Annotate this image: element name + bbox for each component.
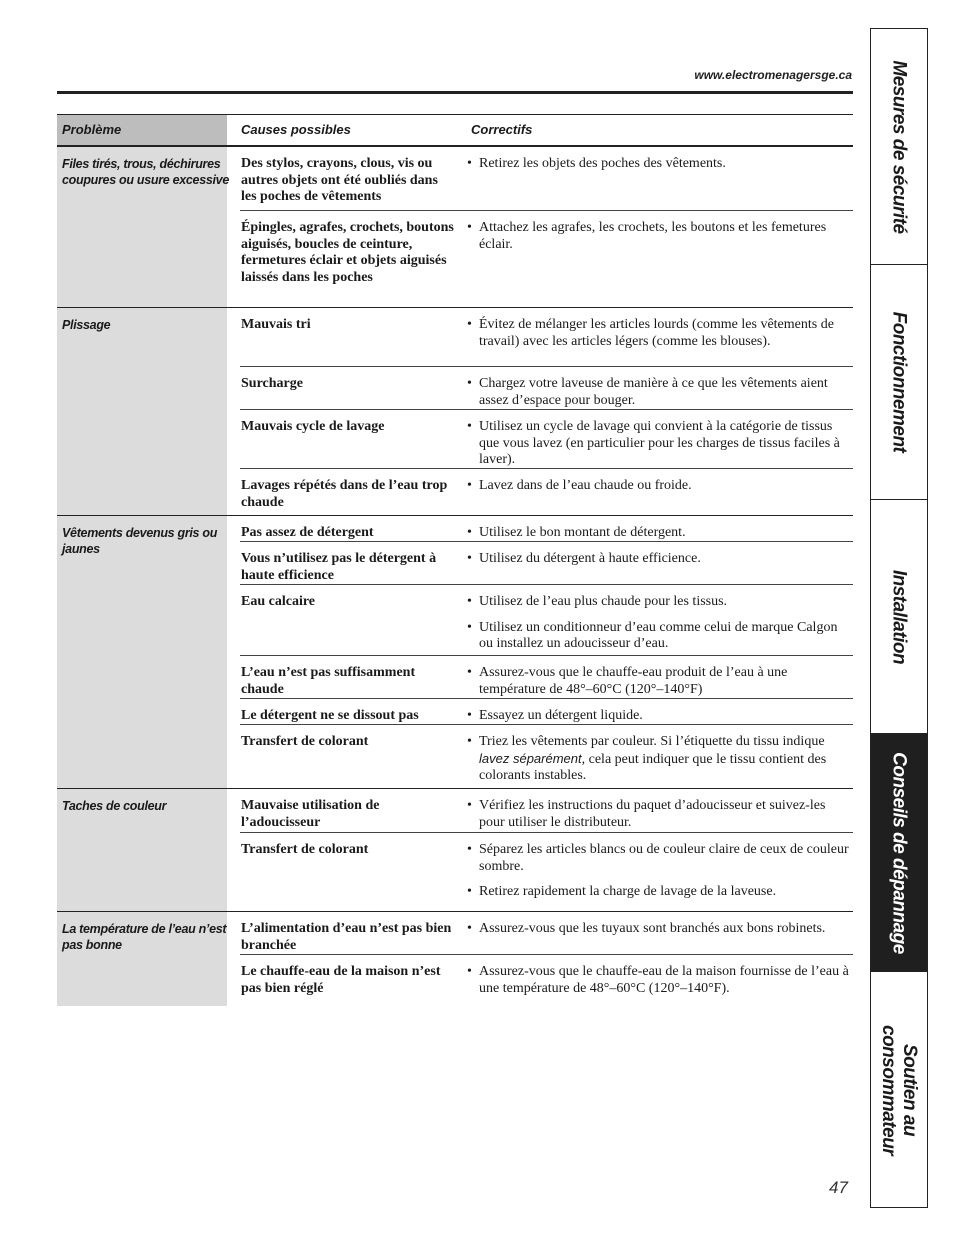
cause-text: Épingles, agrafes, crochets, boutons aiguisés, boucles de ceinture, fermetures éclair et objets aiguisés laissés dans les poches <box>241 220 454 285</box>
fix-list <box>467 833 853 910</box>
table-row <box>240 410 853 469</box>
tab-conseils-de-depannage[interactable] <box>871 734 927 972</box>
problem-group <box>57 789 853 912</box>
fix-item: • Retirez les objets des poches des vêtements. <box>467 156 726 171</box>
fix-item: • Évitez de mélanger les articles lourds (comme les vêtements de travail) avec les articles légers (comme les blouses). <box>467 317 834 349</box>
cause-text: Surcharge <box>241 376 303 391</box>
problem-group <box>57 516 853 789</box>
fix-item: • Utilisez le bon montant de détergent. <box>467 525 686 540</box>
fix-item: • Utilisez un cycle de lavage qui convient à la catégorie de tissus que vous lavez (en particulier pour les charges de tissus faciles à laver). <box>467 419 840 467</box>
table-row <box>240 955 853 1003</box>
cause-text: Le chauffe-eau de la maison n’est pas bien réglé <box>241 964 441 996</box>
tab-label: Mesures de sécurité <box>888 59 910 234</box>
table-row <box>240 789 853 833</box>
tab-label: Conseils de dépannage <box>888 751 910 954</box>
cause-text: Eau calcaire <box>241 594 316 609</box>
table-row <box>240 833 853 911</box>
problem-title: La température de l’eau n’est pas bonne <box>62 922 227 952</box>
cause-text: Mauvaise utilisation de l’adoucisseur <box>241 798 380 830</box>
cause-text: Des stylos, crayons, clous, vis ou autres objets ont été oubliés dans les poches de vêtements <box>241 156 438 204</box>
fix-list <box>467 147 853 182</box>
website-url: www.electromenagersge.ca <box>694 68 852 82</box>
table-row <box>240 308 853 367</box>
tab-fonctionnement[interactable] <box>871 265 927 500</box>
cause-text: Lavages répétés dans de l’eau trop chaude <box>241 478 448 510</box>
cause-text: Transfert de colorant <box>241 734 369 749</box>
fix-item: • Retirez rapidement la charge de lavage de la laveuse. <box>467 884 777 899</box>
fix-list <box>467 308 853 359</box>
fix-list <box>467 955 853 1006</box>
table-row <box>240 656 853 699</box>
fix-item: • Séparez les articles blancs ou de couleur claire de ceux de couleur sombre. <box>467 842 849 874</box>
cause-text: Transfert de colorant <box>241 842 369 857</box>
table-row <box>240 516 853 542</box>
fix-item: • Attachez les agrafes, les crochets, les boutons et les femetures éclair. <box>467 220 827 252</box>
header-causes: Causes possibles <box>241 122 351 137</box>
cause-text: Pas assez de détergent <box>241 525 374 540</box>
header-problem: Problème <box>62 122 122 137</box>
fix-list <box>467 725 853 794</box>
fix-item: • Vérifiez les instructions du paquet d’adoucisseur et suivez-les pour utiliser le distributeur. <box>467 798 826 830</box>
fix-item: • Utilisez du détergent à haute efficience. <box>467 551 701 566</box>
tab-mesures-de-securite[interactable] <box>871 29 927 265</box>
fix-item: • Utilisez un conditionneur d’eau comme celui de marque Calgon ou installez un adoucisseur d’eau. <box>467 619 838 651</box>
cause-text: Mauvais cycle de lavage <box>241 419 385 434</box>
problem-title: Files tirés, trous, déchirures coupures ou usure excessive <box>62 157 229 187</box>
fix-list <box>467 585 853 662</box>
table-row <box>240 147 853 211</box>
table-row <box>240 367 853 410</box>
fix-item: • Chargez votre laveuse de manière à ce que les vêtements aient assez d’espace pour bouger. <box>467 376 828 408</box>
table-row <box>240 912 853 955</box>
problem-group <box>57 308 853 516</box>
section-tabs <box>870 28 928 1208</box>
fix-list <box>467 912 853 947</box>
troubleshooting-table <box>57 114 853 1003</box>
table-row <box>240 469 853 515</box>
fix-list <box>467 542 853 577</box>
fix-list <box>467 469 853 504</box>
fix-item: • Triez les vêtements par couleur. Si l’étiquette du tissu indique lavez séparément, cela peut indiquer que le tissu contient des colorants instables. <box>467 734 827 783</box>
tab-soutien-au-consommateur[interactable] <box>871 972 927 1207</box>
tab-installation[interactable] <box>871 500 927 734</box>
cause-text: Le détergent ne se dissout pas <box>241 708 419 723</box>
problem-title: Plissage <box>62 318 111 332</box>
cause-text: Vous n’utilisez pas le détergent à haute efficience <box>241 551 437 583</box>
emphasis-text: lavez séparément <box>479 750 582 766</box>
tab-label: Installation <box>888 569 910 664</box>
cause-text: Mauvais tri <box>241 317 311 332</box>
header-rule <box>57 91 853 94</box>
problem-group <box>57 147 853 308</box>
problem-group <box>57 912 853 1003</box>
fix-list <box>467 211 853 262</box>
fix-item: • Utilisez de l’eau plus chaude pour les tissus. <box>467 594 728 609</box>
tab-label: Fonctionnement <box>888 311 910 453</box>
fix-list <box>467 410 853 478</box>
table-row <box>240 725 853 788</box>
problem-title: Vêtements devenus gris ou jaunes <box>62 526 218 556</box>
fix-item: • Assurez-vous que le chauffe-eau de la maison fournisse de l’eau à une température de 48°–60°C (120°–140°F). <box>467 964 849 996</box>
cause-text: L’alimentation d’eau n’est pas bien branchée <box>241 921 452 953</box>
fix-item: • Assurez-vous que les tuyaux sont branchés aux bons robinets. <box>467 921 826 936</box>
page-number: 47 <box>829 1178 848 1197</box>
header-fixes: Correctifs <box>471 122 533 137</box>
table-row <box>240 211 853 307</box>
table-row <box>240 699 853 725</box>
table-row <box>240 585 853 656</box>
fix-item: • Lavez dans de l’eau chaude ou froide. <box>467 478 692 493</box>
table-header <box>57 114 853 147</box>
problem-title: Taches de couleur <box>62 799 167 813</box>
fix-item: • Assurez-vous que le chauffe-eau produit de l’eau à une température de 48°–60°C (120°–140°F) <box>467 665 788 697</box>
table-row <box>240 542 853 585</box>
fix-item: • Essayez un détergent liquide. <box>467 708 643 723</box>
tab-label: Soutien au consommateur <box>878 1024 920 1155</box>
cause-text: L’eau n’est pas suffisamment chaude <box>241 665 416 697</box>
